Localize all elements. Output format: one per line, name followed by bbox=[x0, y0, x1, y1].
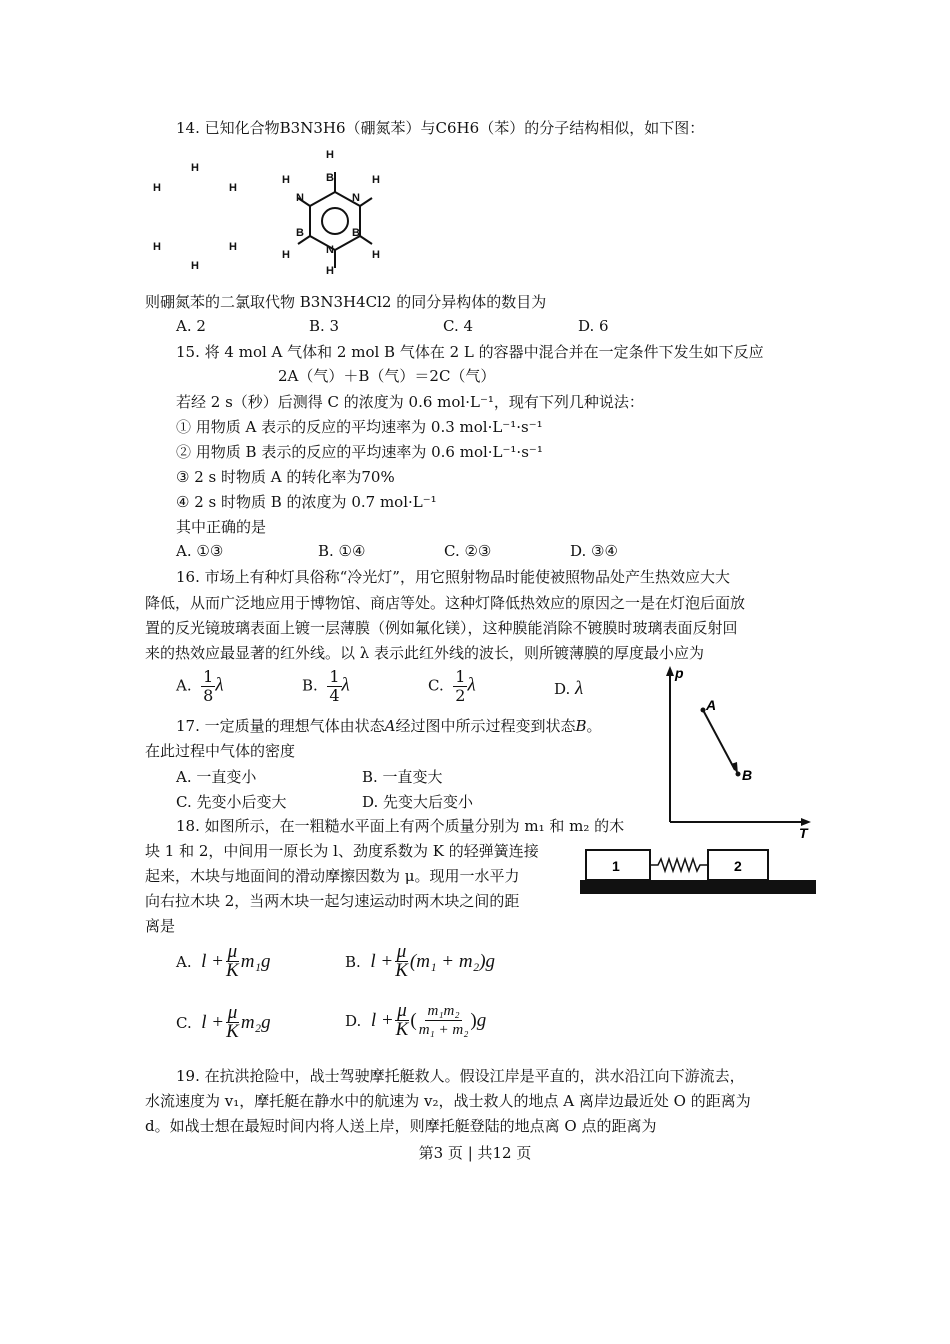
atom-label-h: H bbox=[191, 162, 199, 174]
q15-option-c: C. ②③ bbox=[444, 542, 492, 560]
q16-line-2: 降低，从而广泛地应用于博物馆、商店等处。这种灯降低热效应的原因之一是在灯泡后面放 bbox=[145, 594, 746, 612]
atom-label-b: B bbox=[296, 227, 304, 239]
state-a-point bbox=[701, 708, 706, 713]
point-b-label: B bbox=[742, 767, 753, 783]
atom-label-h: H bbox=[326, 149, 334, 161]
q14-question: 则硼氮苯的二氯取代物 B3N3H4Cl2 的同分异构体的数目为 bbox=[145, 293, 547, 311]
atom-label-n: N bbox=[326, 244, 334, 256]
atom-label-h: H bbox=[153, 241, 161, 253]
q18-option-b: B. l + $\frac{\mu}{K}$ (m₁ + m₂)g bbox=[345, 941, 496, 981]
q14-stem: 14. 已知化合物B3N3H6（硼氮苯）与C6H6（苯）的分子结构相似，如下图： bbox=[176, 119, 705, 137]
atom-label-h: H bbox=[229, 241, 237, 253]
page-footer: 第3 页 | 共12 页 bbox=[418, 1144, 532, 1162]
t-axis-label: T bbox=[799, 825, 808, 840]
atom-label-h: H bbox=[229, 182, 237, 194]
q14-option-d: D. 6 bbox=[578, 317, 609, 335]
q17-line-2: 在此过程中气体的密度 bbox=[145, 742, 296, 760]
q16-option-d: D. λ bbox=[554, 678, 584, 699]
q18-option-d: D. l + $\frac{\mu}{K}$ ( $\frac{\text{m₁m₂}}{\text{m₁ + m₂}}$ ) g bbox=[345, 1000, 487, 1040]
q18-line-5: 离是 bbox=[145, 917, 176, 935]
q14-option-a: A. 2 bbox=[176, 317, 206, 335]
atom-label-h: H bbox=[153, 182, 161, 194]
q19-line-1: 19. 在抗洪抢险中，战士驾驶摩托艇救人。假设江岸是平直的，洪水沿江向下游流去， bbox=[176, 1067, 745, 1085]
q18-line-1: 18. 如图所示，在一粗糙水平面上有两个质量分别为 m₁ 和 m₂ 的木 bbox=[176, 817, 625, 835]
atom-label-h: H bbox=[282, 174, 290, 186]
q17-option-c: C. 先变小后变大 bbox=[176, 793, 287, 811]
blocks-spring-figure bbox=[580, 842, 820, 902]
q15-option-b: B. ①④ bbox=[318, 542, 366, 560]
q18-option-c: C. l + $\frac{\mu}{K}$ m₂g bbox=[176, 1002, 271, 1042]
atom-label-h: H bbox=[372, 249, 380, 261]
atom-label-h: H bbox=[372, 174, 380, 186]
process-line bbox=[703, 710, 735, 770]
atom-label-h: H bbox=[191, 260, 199, 272]
q15-statement-4: ④ 2 s 时物质 B 的浓度为 0.7 mol·L⁻¹ bbox=[176, 493, 437, 511]
q17-option-b: B. 一直变大 bbox=[362, 768, 443, 786]
q16-line-4: 来的热效应最显著的红外线。以 λ 表示此红外线的波长，则所镀薄膜的厚度最小应为 bbox=[145, 644, 705, 662]
benzene-structure bbox=[298, 172, 372, 268]
q15-option-a: A. ①③ bbox=[176, 542, 224, 560]
point-a-label: A bbox=[706, 697, 717, 713]
rough-ground bbox=[580, 880, 816, 894]
q17-line-1: 17. 一定质量的理想气体由状态A经过图中所示过程变到状态B。 bbox=[176, 717, 602, 735]
q14-option-b: B. 3 bbox=[309, 317, 340, 335]
q15-statement-1: ① 用物质 A 表示的反应的平均速率为 0.3 mol·L⁻¹·s⁻¹ bbox=[176, 418, 543, 436]
atom-label-n: N bbox=[296, 192, 304, 204]
q15-stem: 15. 将 4 mol A 气体和 2 mol B 气体在 2 L 的容器中混合并在一定条件下发生如下反应 bbox=[176, 343, 764, 361]
q19-line-3: d。如战士想在最短时间内将人送上岸，则摩托艇登陆的地点离 O 点的距离为 bbox=[145, 1117, 657, 1135]
q18-line-3: 起来，木块与地面间的滑动摩擦因数为 μ。现用一水平力 bbox=[145, 867, 520, 885]
block-2-label: 2 bbox=[734, 858, 742, 874]
q16-line-1: 16. 市场上有种灯具俗称“冷光灯”，用它照射物品时能使被照物品处产生热效应大大 bbox=[176, 568, 730, 586]
p-axis-label: p bbox=[675, 665, 684, 681]
atom-label-h: H bbox=[326, 265, 334, 277]
q15-prompt: 其中正确的是 bbox=[176, 518, 267, 536]
q17-option-d: D. 先变大后变小 bbox=[362, 793, 474, 811]
state-b-point bbox=[736, 772, 741, 777]
block-1-label: 1 bbox=[612, 858, 620, 874]
atom-label-b: B bbox=[326, 172, 334, 184]
q16-line-3: 置的反光镜玻璃表面上镀一层薄膜（例如氟化镁），这种膜能消除不镀膜时玻璃表面反射回 bbox=[145, 619, 738, 637]
q15-condition: 若经 2 s（秒）后测得 C 的浓度为 0.6 mol·L⁻¹，现有下列几种说法： bbox=[176, 393, 644, 411]
molecule-structures-figure bbox=[140, 140, 400, 275]
q17-option-a: A. 一直变小 bbox=[176, 768, 257, 786]
q18-line-4: 向右拉木块 2，当两木块一起匀速运动时两木块之间的距 bbox=[145, 892, 520, 910]
q16-option-c: C. $\frac{1}{2}$ λ bbox=[428, 667, 476, 705]
q15-equation: 2A（气）＋B（气）＝2C（气） bbox=[278, 367, 496, 385]
q15-statement-3: ③ 2 s 时物质 A 的转化率为70% bbox=[176, 468, 395, 486]
q18-option-a: A. l + $\frac{\mu}{K}$ m₁g bbox=[176, 941, 271, 981]
q14-option-c: C. 4 bbox=[443, 317, 474, 335]
q15-option-d: D. ③④ bbox=[570, 542, 618, 560]
q16-option-a: A. $\frac{1}{8}$ λ bbox=[176, 667, 224, 705]
q16-option-b: B. $\frac{1}{4}$ λ bbox=[302, 667, 350, 705]
spring bbox=[650, 859, 708, 871]
q18-line-2: 块 1 和 2，中间用一原长为 l、劲度系数为 K 的轻弹簧连接 bbox=[145, 842, 539, 860]
atom-label-b: B bbox=[352, 227, 360, 239]
p-t-graph bbox=[655, 660, 815, 840]
atom-label-n: N bbox=[352, 192, 360, 204]
q19-line-2: 水流速度为 v₁，摩托艇在静水中的航速为 v₂，战士救人的地点 A 离岸边最近处 O 的距离为 bbox=[145, 1092, 751, 1110]
q15-statement-2: ② 用物质 B 表示的反应的平均速率为 0.6 mol·L⁻¹·s⁻¹ bbox=[176, 443, 543, 461]
atom-label-h: H bbox=[282, 249, 290, 261]
